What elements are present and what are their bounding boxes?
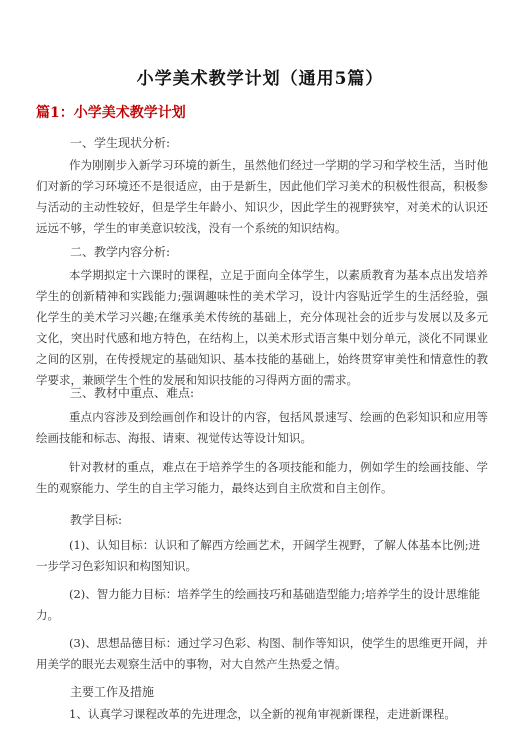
goal-cognitive: (1)、认知目标：认识和了解西方绘画艺术，开阔学生视野，了解人体基本比例;进一步学习色彩知识和构图知识。: [36, 538, 481, 573]
document-title: 小学美术教学计划（通用5篇）: [136, 69, 384, 89]
goal-ability: (2)、智力能力目标：培养学生的绘画技巧和基础造型能力;培养学生的设计思维能力。: [36, 587, 481, 622]
section-heading-key-points: 三、教材中重点、难点:: [70, 386, 195, 400]
goal-moral: (3)、思想品德目标：通过学习色彩、构图、制作等知识，使学生的思维更开阔，并用美学的眼光去观察生活中的事物，对大自然产生热爱之情。: [36, 636, 488, 671]
paragraph-key-points: 重点内容涉及到绘画创作和设计的内容，包括风景速写、绘画的色彩知识和应用等绘画技能和标志、海报、请柬、视觉传达等设计知识。: [36, 410, 488, 445]
section-heading-student-analysis: 一、学生现状分析:: [70, 136, 171, 150]
chapter-heading: 篇1：小学美术教学计划: [36, 105, 186, 121]
paragraph-content-analysis: 本学期拟定十六课时的课程，立足于面向全体学生，以素质教育为基本点出发培养学生的创新精神和实践能力;强调趣味性的美术学习，设计内容贴近学生的生活经验，强化学生的美术学习兴趣;在继承美术传统的基础上，充分体现社会的近步与发展以及多元文化，突出时代感和地方特色，在结构上，以美术形式语言集中划分单元，淡化不同课业之间的区别，在传授规定的基础知识、基本技能的基础上，始终贯穿审美性和情意性的教学要求，兼顾学生个性的发展和知识技能的习得两方面的需求。: [36, 268, 488, 387]
section-heading-work: 主要工作及措施: [70, 685, 155, 699]
section-heading-content-analysis: 二、教学内容分析:: [70, 245, 171, 259]
section-heading-goals: 教学目标:: [70, 513, 123, 527]
paragraph-difficulties: 针对教材的重点，难点在于培养学生的各项技能和能力，例如学生的绘画技能、学生的观察能力、学生的自主学习能力，最终达到自主欣赏和自主创作。: [36, 460, 488, 495]
paragraph-student-analysis: 作为刚刚步入新学习环境的新生，虽然他们经过一学期的学习和学校生活，当时他们对新的学习环境还不是很适应，由于是新生，因此他们学习美术的积极性很高，积极参与活动的主动性较好，但是学生年龄小、知识少，因此学生的视野狭窄，对美术的认识还远远不够，学生的审美意识较浅，没有一个系统的知识结构。: [36, 158, 488, 235]
work-item-1: 1、认真学习课程改革的先进理念，以全新的视角审视新课程，走进新课程。: [69, 707, 456, 721]
